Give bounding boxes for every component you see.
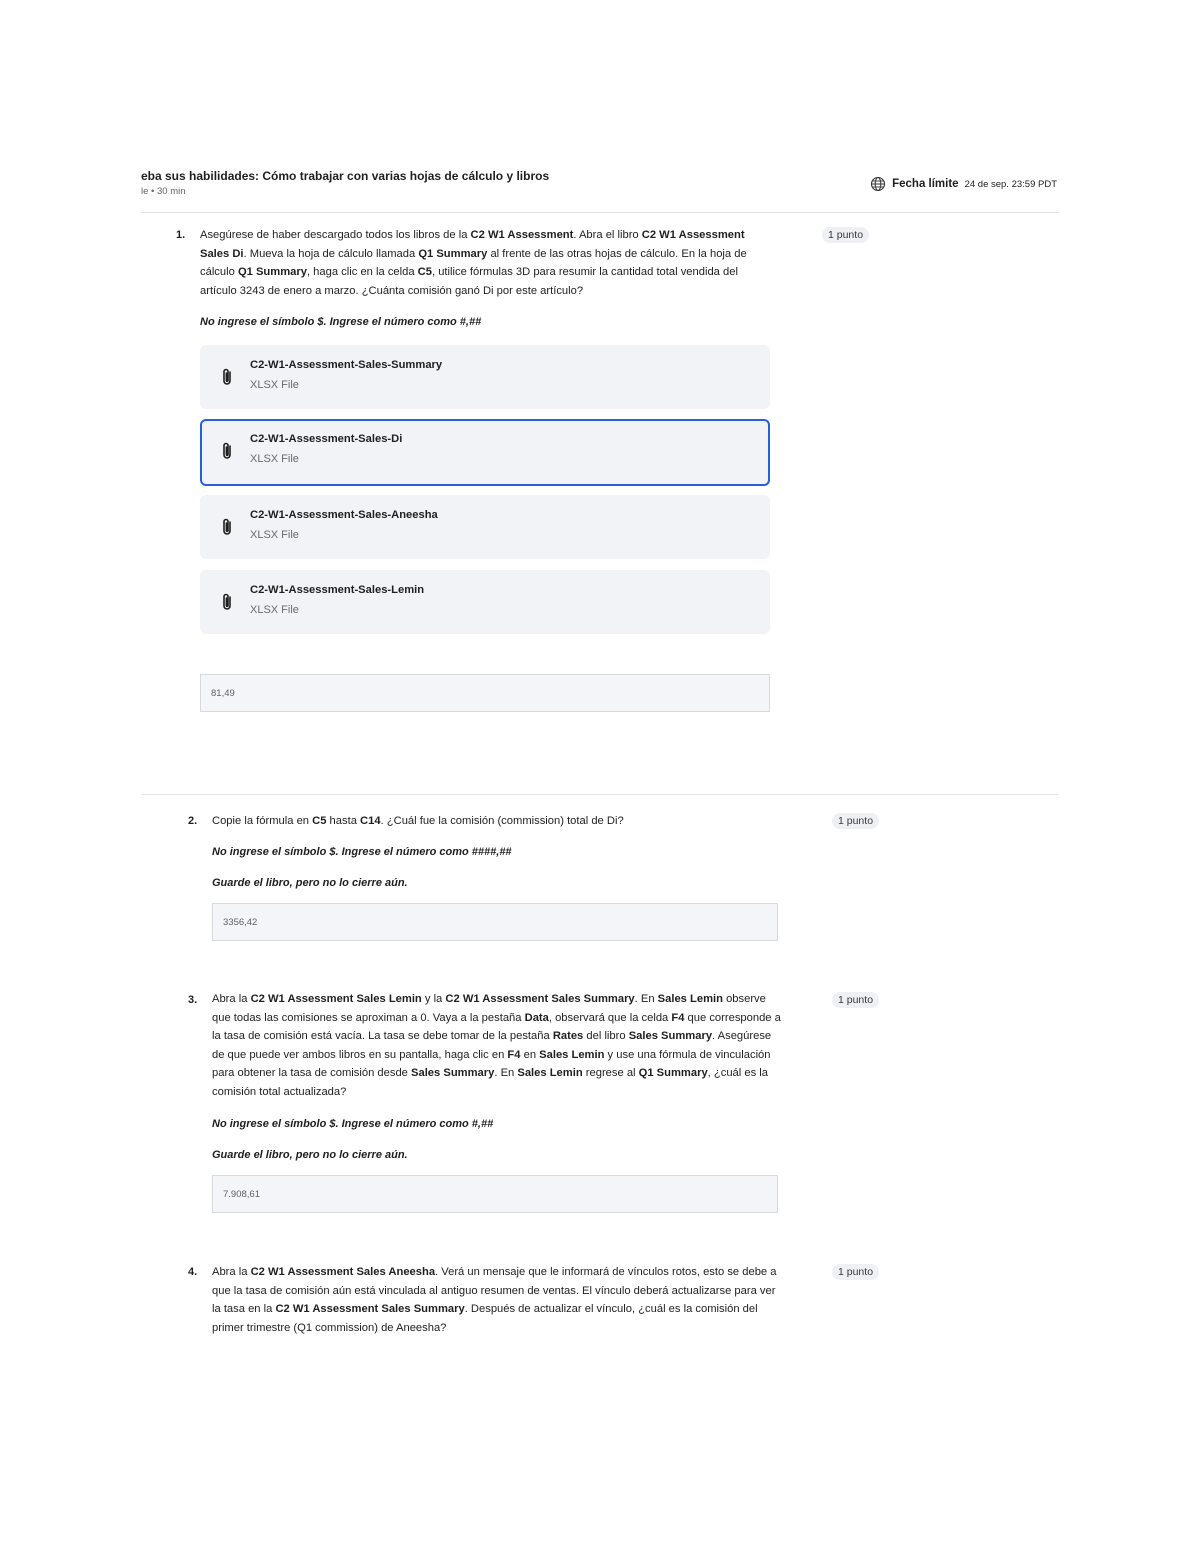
deadline-label: Fecha límite [892,178,959,190]
deadline [870,176,1057,192]
deadline-value: 24 de sep. 23:59 PDT [964,178,1057,190]
question-3-number: 3. [188,994,198,1006]
question-3-note-format: No ingrese el símbolo $. Ingrese el número como #,## [212,1118,494,1130]
question-1-note: No ingrese el símbolo $. Ingrese el número como #,## [200,316,482,328]
paperclip-icon [220,367,234,387]
paperclip-icon [220,592,234,612]
question-2-answer-input[interactable] [223,904,767,940]
question-1-points: 1 punto [822,227,869,243]
question-1-answer-box [200,674,770,712]
attachment-type: XLSX File [250,453,299,465]
question-3-note-save: Guarde el libro, pero no lo cierre aún. [212,1149,408,1161]
question-2-answer-box [212,903,778,941]
attachment-name: C2-W1-Assessment-Sales-Summary [250,359,443,371]
section-divider [141,794,1059,795]
attachment-type: XLSX File [250,529,299,541]
question-2-number: 2. [188,815,198,827]
paperclip-icon [220,517,234,537]
question-4-text: Abra la C2 W1 Assessment Sales Aneesha. Verá un mensaje que le informará de vínculos rotos, esto se debe a que la tasa de comisión aún está vinculada al antiguo resumen de ventas. El vínculo deberá actualizarse para ver la tasa en la C2 W1 Assessment Sales Summary. Después de actualizar el vínculo, ¿cuál es la comisión del primer trimestre (Q1 commission) de Aneesha? [212,1266,777,1334]
paperclip-icon [220,441,234,461]
question-3-points: 1 punto [832,992,879,1008]
question-2-note-save: Guarde el libro, pero no lo cierre aún. [212,877,408,889]
attachment-type: XLSX File [250,604,299,616]
attachment-name: C2-W1-Assessment-Sales-Di [250,433,403,445]
attachment-name: C2-W1-Assessment-Sales-Aneesha [250,509,438,521]
attachment-sales-aneesha[interactable] [200,495,770,559]
question-2-note-format: No ingrese el símbolo $. Ingrese el número como ####,## [212,846,512,858]
question-2-text: Copie la fórmula en C5 hasta C14. ¿Cuál fue la comisión (commission) total de Di? [212,815,624,827]
attachment-sales-di[interactable] [200,419,770,486]
assessment-meta: le • 30 min [141,186,186,197]
question-3-text: Abra la C2 W1 Assessment Sales Lemin y la C2 W1 Assessment Sales Summary. En Sales Lemin observe que todas las comisiones se aproximan a 0. Vaya a la pestaña Data, observará que la celda F4 que corresponde a la tasa de comisión está vacía. La tasa se debe tomar de la pestaña Rates del libro Sales Summary. Asegúrese de que puede ver ambos libros en su pantalla, haga clic en F4 en Sales Lemin y use una fórmula de vinculación para obtener la tasa de comisión desde Sales Summary. En Sales Lemin regrese al Q1 Summary, ¿cuál es la comisión total actualizada? [212,993,781,1098]
question-1-number: 1. [176,229,186,241]
question-2-points: 1 punto [832,813,879,829]
question-3-answer-box [212,1175,778,1213]
globe-icon [870,176,886,192]
question-4-number: 4. [188,1266,198,1278]
attachment-name: C2-W1-Assessment-Sales-Lemin [250,584,425,596]
attachment-sales-lemin[interactable] [200,570,770,634]
question-3-answer-input[interactable] [223,1176,767,1212]
header-divider [141,212,1059,213]
attachment-sales-summary[interactable] [200,345,770,409]
question-1-answer-input[interactable] [211,675,759,711]
assessment-title: eba sus habilidades: Cómo trabajar con varias hojas de cálculo y libros [141,169,550,183]
question-1-text: Asegúrese de haber descargado todos los libros de la C2 W1 Assessment. Abra el libro C2 W1 Assessment Sales Di. Mueva la hoja de cálculo llamada Q1 Summary al frente de las otras hojas de cálculo. En la hoja de cálculo Q1 Summary, haga clic en la celda C5, utilice fórmulas 3D para resumir la cantidad total vendida del artículo 3243 de enero a marzo. ¿Cuánta comisión ganó Di por este artículo? [200,229,747,297]
question-4-points: 1 punto [832,1264,879,1280]
attachment-type: XLSX File [250,379,299,391]
